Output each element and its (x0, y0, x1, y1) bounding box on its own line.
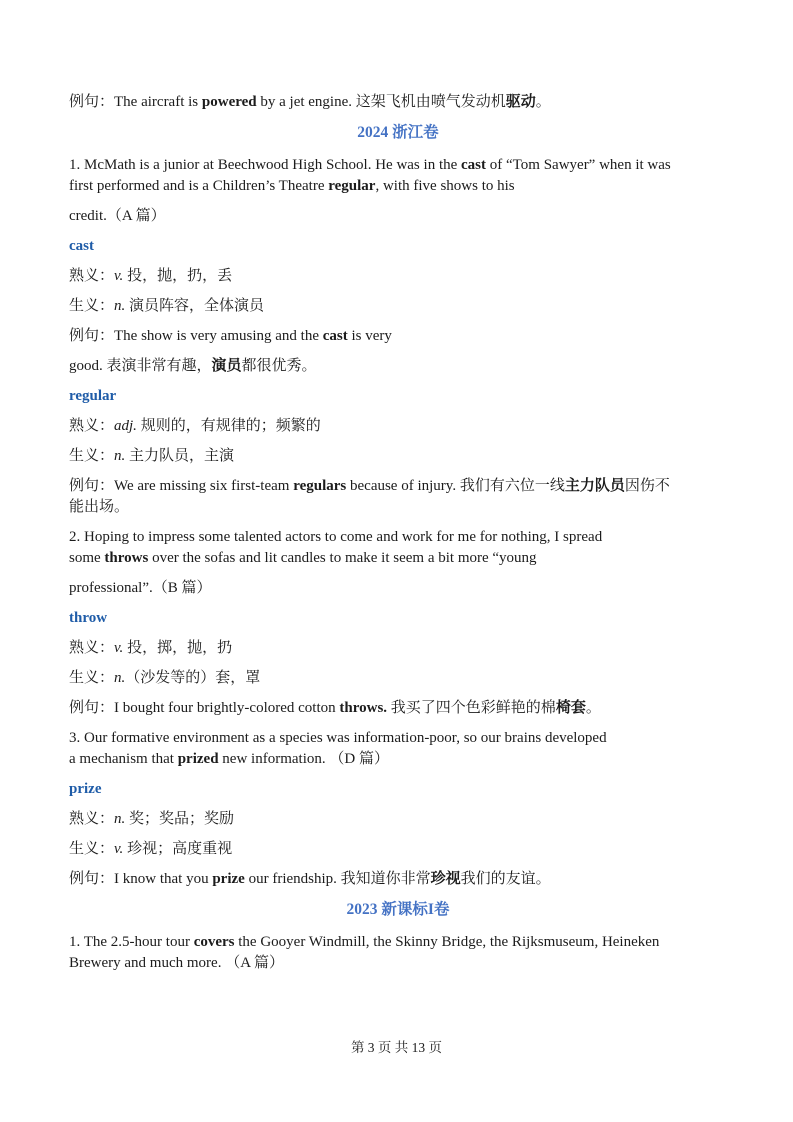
emphasis-text: cast (461, 157, 487, 173)
page-number-footer: 第 3 页 共 13 页 (350, 1040, 443, 1055)
paragraph (69, 266, 727, 287)
text-run: 熟义： (69, 640, 115, 656)
text-run: 生义： (69, 841, 115, 857)
text-run: is very (347, 328, 392, 344)
paragraph (69, 446, 727, 467)
text-run: professional”.（B 篇） (69, 580, 212, 596)
text-run: 例句： (69, 478, 115, 494)
text-run: by a jet engine. 这架飞机由喷气发动机 (256, 94, 506, 110)
paragraph (69, 578, 727, 599)
text-run: Brewery and much more. （A 篇） (69, 955, 284, 971)
text-run: some (69, 550, 105, 566)
text-run: We are missing six first-team (114, 478, 294, 494)
paragraph (69, 206, 727, 227)
text-run: The aircraft is (114, 94, 202, 110)
text-run: 例句： (69, 700, 115, 716)
text-run: The show is very amusing and the (114, 328, 323, 344)
emphasis-text: prize (212, 871, 245, 887)
pos-label: n. (114, 670, 126, 686)
paragraph (69, 668, 727, 689)
word-heading: prize (69, 781, 102, 797)
text-run: new information. （D 篇） (218, 751, 389, 767)
text-run: I bought four brightly-colored cotton (114, 700, 340, 716)
text-run: , with five shows to his (375, 178, 515, 194)
text-run: 主力队员，主演 (125, 448, 235, 464)
emphasis-text: 演员 (211, 358, 242, 374)
paragraph (69, 356, 727, 377)
text-run: 投，抛，扔，丢 (123, 268, 233, 284)
text-run: 。 (585, 700, 601, 716)
text-run: 我们的友谊。 (460, 871, 551, 887)
text-run: （沙发等的）套，罩 (125, 670, 261, 686)
pos-label: v. (114, 841, 124, 857)
paragraph (69, 869, 727, 890)
pos-label: v. (114, 640, 124, 656)
paragraph (69, 809, 727, 830)
text-run: 例句： (69, 328, 115, 344)
section-heading: 2024 浙江卷 (357, 124, 439, 141)
word-heading: throw (69, 610, 108, 626)
paragraph (69, 839, 727, 860)
text-run: 熟义： (69, 268, 115, 284)
pos-label: adj. (114, 418, 137, 434)
paragraph (69, 296, 727, 317)
paragraph (69, 698, 727, 719)
emphasis-text: 主力队员 (564, 478, 625, 494)
text-run: 熟义： (69, 811, 115, 827)
text-run: our friendship. 我知道你非常 (244, 871, 431, 887)
text-run: 2. Hoping to impress some talented actors to come and work for me for nothing, I spread (69, 529, 603, 545)
paragraph (69, 932, 727, 974)
text-run: 珍视；高度重视 (123, 841, 233, 857)
text-run: 。 (535, 94, 551, 110)
word-heading: cast (69, 238, 94, 254)
text-run: because of injury. 我们有六位一线 (346, 478, 565, 494)
paragraph (69, 155, 727, 197)
emphasis-text: 驱动 (505, 94, 536, 110)
paragraph (69, 326, 727, 347)
emphasis-text: throws (104, 550, 149, 566)
text-run: 因伤不 (624, 478, 670, 494)
emphasis-text: regulars (293, 478, 347, 494)
emphasis-text: 珍视 (430, 871, 461, 887)
paragraph (69, 527, 727, 569)
text-run: 熟义： (69, 418, 115, 434)
text-run: 生义： (69, 670, 115, 686)
text-run: the Gooyer Windmill, the Skinny Bridge, the Rijksmuseum, Heineken (234, 934, 660, 950)
word-heading: regular (69, 388, 117, 404)
emphasis-text: prized (177, 751, 219, 767)
text-run: first performed and is a Children’s Theatre (69, 178, 329, 194)
pos-label: n. (114, 298, 126, 314)
emphasis-text: regular (328, 178, 376, 194)
text-run: good. 表演非常有趣， (69, 358, 212, 374)
text-run: 规则的，有规律的；频繁的 (136, 418, 321, 434)
paragraph (69, 728, 727, 770)
text-run: of “Tom Sawyer” when it was (486, 157, 671, 173)
section-heading: 2023 新课标I卷 (346, 901, 450, 918)
paragraph (69, 92, 727, 113)
paragraph (69, 638, 727, 659)
paragraph (69, 476, 727, 518)
pos-label: n. (114, 448, 126, 464)
text-run: 演员阵容，全体演员 (125, 298, 265, 314)
text-run: 1. McMath is a junior at Beechwood High School. He was in the (69, 157, 462, 173)
text-run: 例句： (69, 871, 115, 887)
emphasis-text: covers (193, 934, 235, 950)
emphasis-text: powered (201, 94, 257, 110)
text-run: 我买了四个色彩鲜艳的棉 (387, 700, 556, 716)
text-run: 投，掷，抛，扔 (123, 640, 233, 656)
emphasis-text: throws. (339, 700, 388, 716)
text-run: 都很优秀。 (241, 358, 317, 374)
text-run: 生义： (69, 298, 115, 314)
text-run: I know that you (114, 871, 213, 887)
pos-label: v. (114, 268, 124, 284)
text-run: 能出场。 (69, 499, 130, 515)
emphasis-text: 椅套 (555, 700, 586, 716)
text-run: a mechanism that (69, 751, 178, 767)
paragraph (69, 416, 727, 437)
text-run: over the sofas and lit candles to make it seem a bit more “young (148, 550, 537, 566)
text-run: 1. The 2.5-hour tour (69, 934, 194, 950)
pos-label: n. (114, 811, 126, 827)
text-run: 例句： (69, 94, 115, 110)
text-run: 生义： (69, 448, 115, 464)
emphasis-text: cast (322, 328, 348, 344)
text-run: credit.（A 篇） (69, 208, 166, 224)
text-run: 3. Our formative environment as a species was information-poor, so our brains developed (69, 730, 607, 746)
text-run: 奖；奖品；奖励 (125, 811, 235, 827)
